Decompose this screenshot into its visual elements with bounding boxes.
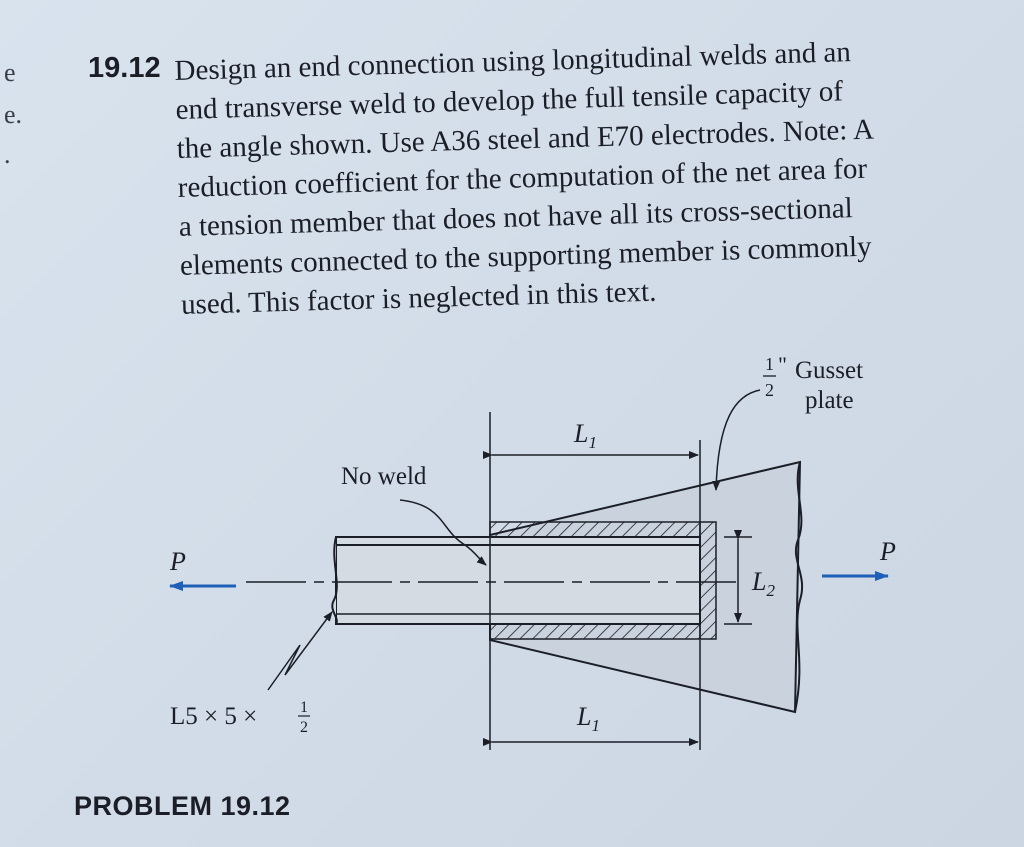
inch-mark: " (778, 352, 787, 377)
gusset-label: Gusset (795, 357, 864, 384)
plate-label: plate (805, 387, 854, 414)
dimension-l1-label: $L_1$ (577, 702, 600, 735)
margin-fragment: e (4, 58, 16, 87)
load-label-right: P (880, 537, 896, 566)
thickness-fraction-den: 2 (765, 380, 774, 400)
angle-member (336, 537, 700, 624)
margin-fragment: . (4, 140, 11, 169)
problem-line: Design an end connection using longitudinal welds and an (174, 36, 852, 87)
problem-line: end transverse weld to develop the full tensile capacity of (175, 75, 844, 126)
angle-frac-den: 2 (300, 719, 308, 736)
bottom-longitudinal-weld (490, 624, 700, 639)
problem-number: 19.12 (88, 52, 161, 84)
problem-line: a tension member that does not have all its cross-sectional (178, 192, 854, 243)
load-label-left: P (170, 547, 186, 576)
thickness-fraction-num: 1 (765, 354, 774, 374)
transverse-end-weld (700, 522, 716, 639)
angle-size-label: L5 × 5 × (170, 703, 258, 730)
no-weld-label: No weld (341, 463, 427, 490)
dimension-l2-label: $L_2$ (752, 567, 775, 600)
dimension-l1-label: $L_1$ (574, 419, 597, 452)
problem-line: used. This factor is neglected in this text. (180, 275, 657, 321)
problem-line: elements connected to the supporting member is commonly (179, 230, 872, 282)
margin-fragment: e. (4, 100, 23, 129)
problem-line: the angle shown. Use A36 steel and E70 electrodes. Note: A (176, 113, 875, 165)
top-longitudinal-weld (490, 522, 700, 537)
angle-label-leader (268, 612, 332, 690)
problem-line: reduction coefficient for the computation of the net area for (177, 152, 868, 204)
angle-frac-num: 1 (300, 699, 308, 716)
figure-caption: PROBLEM 19.12 (74, 791, 291, 821)
